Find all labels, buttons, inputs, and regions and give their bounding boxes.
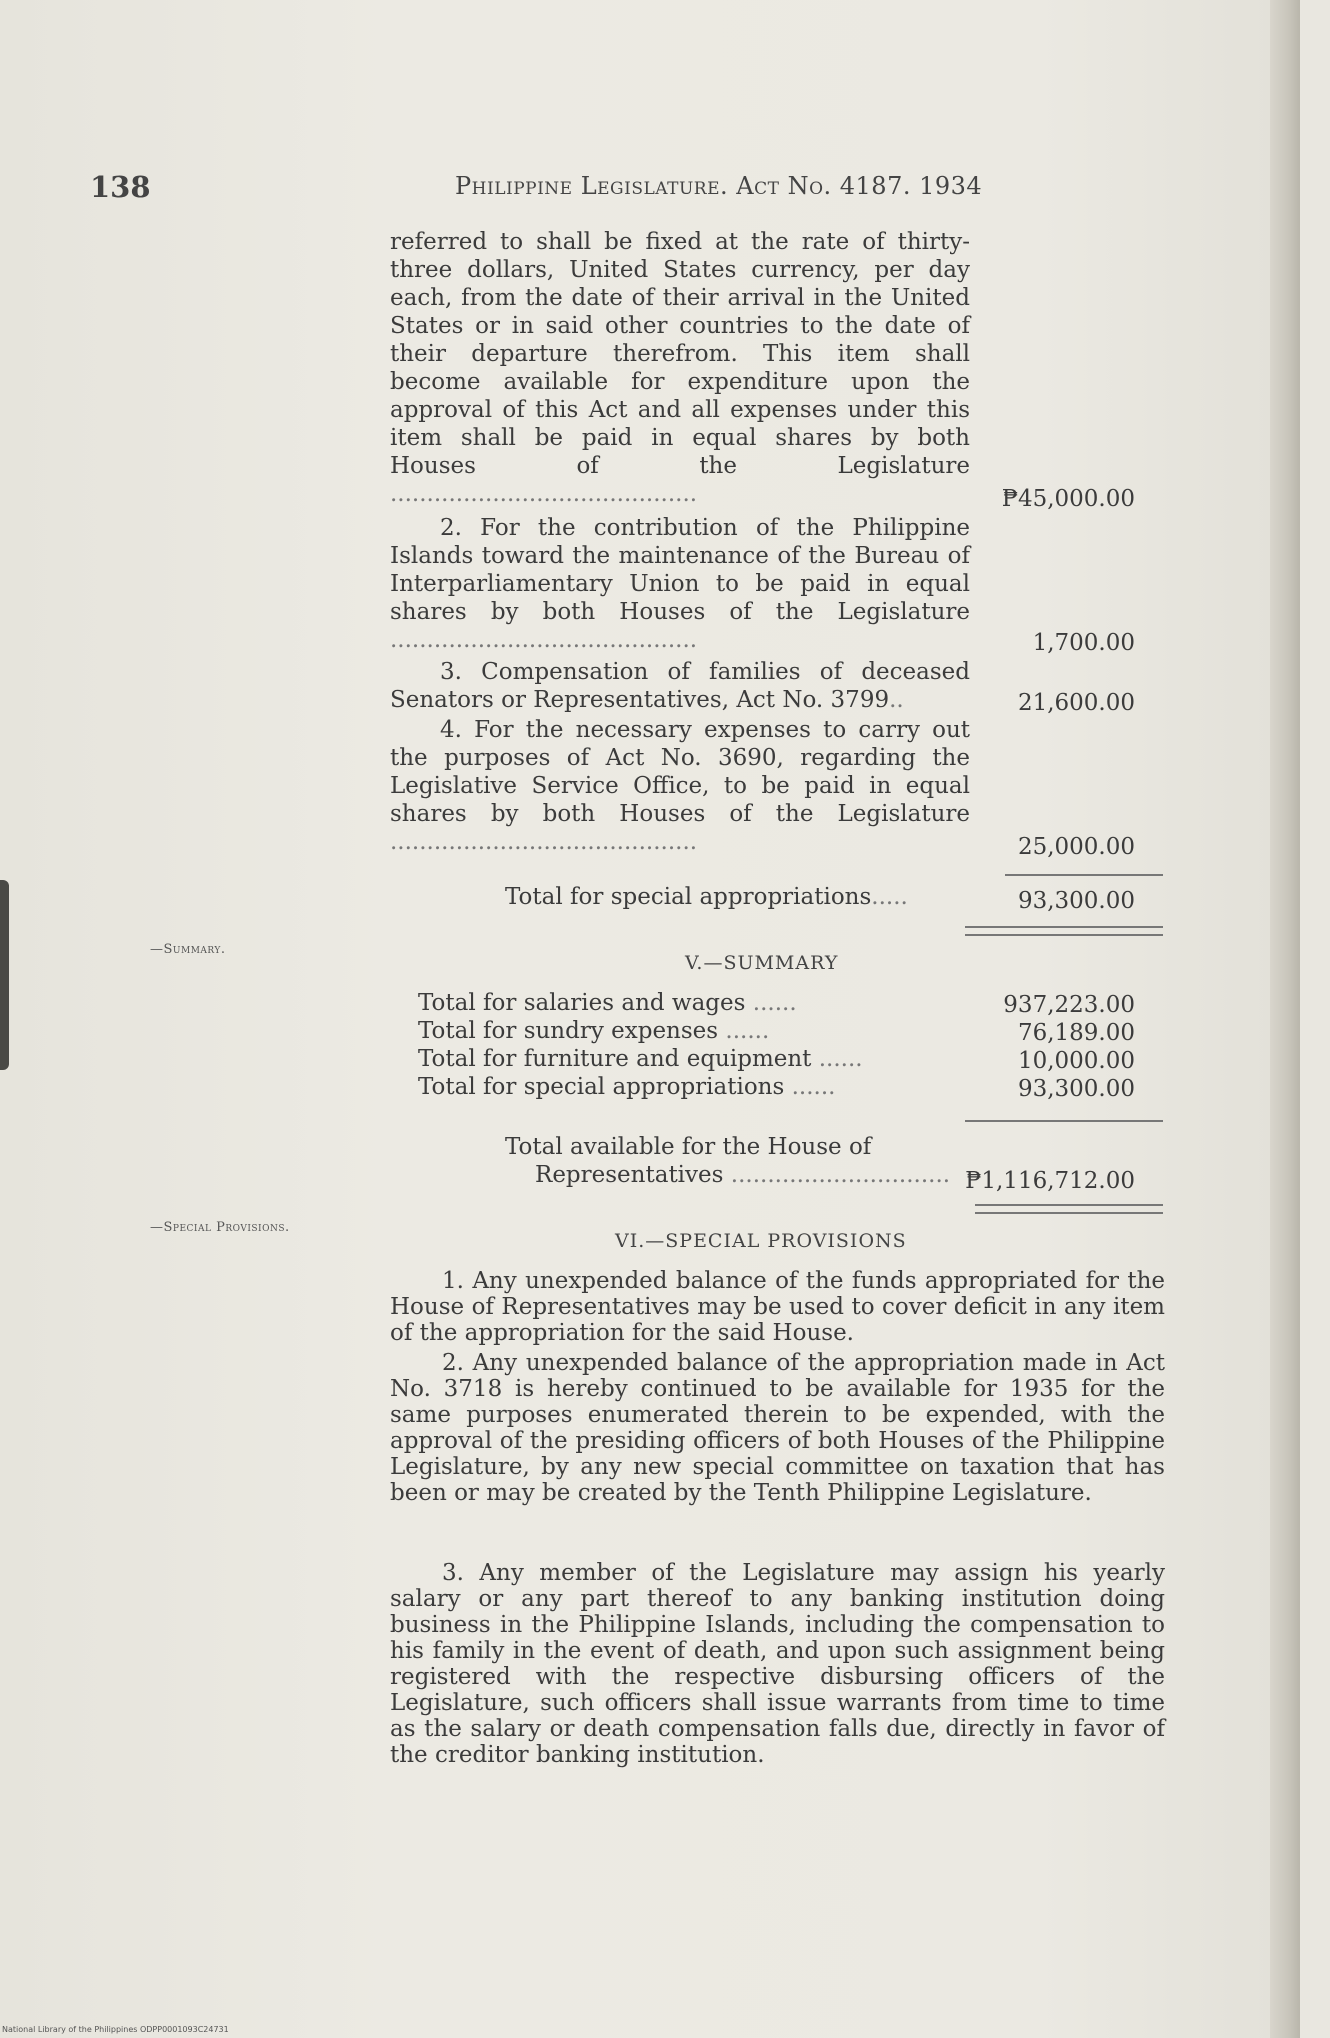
summary-margin-note: —Summary.: [150, 942, 226, 957]
total-double-rule: [965, 926, 1163, 936]
leader-dots: ..............................: [723, 1162, 951, 1188]
page-header: [90, 170, 1170, 210]
leader-dots: ......: [745, 990, 797, 1016]
item-3-amount: 21,600.00: [1017, 690, 1135, 716]
item-1-text: referred to shall be fixed at the rate of thirty-three dollars, United States currency, per day each, from the date of their arrival in the United States or in said other countries to the date of their departure therefrom. This item shall become available for expenditure upon the approval of this Act and all expenses under this item shall be paid in equal shares by both Houses of the Legislature: [390, 229, 970, 479]
item-2-text: 2. For the contribution of the Philippine Islands toward the maintenance of the Bureau of Interparliamentary Union to be paid in equal shares by both Houses of the Legislature: [390, 515, 970, 625]
special-total-amount: 93,300.00: [1017, 888, 1135, 914]
item-4-text: 4. For the necessary expenses to carry out the purposes of Act No. 3690, regarding the Legislative Service Office, to be paid in equal shares by both Houses of the Legislature: [390, 717, 970, 827]
special-provisions-margin-note: —Special Provisions.: [150, 1220, 290, 1235]
appropriation-item-3: [390, 658, 970, 714]
running-head: Philippine Legislature. Act No. 4187. 1934: [455, 172, 983, 200]
page-edge-shadow: [1270, 0, 1300, 2038]
provision-3: 3. Any member of the Legislature may assign his yearly salary or any part thereof to any banking institution doing business in the Philippine Islands, including the compensation to his family in the event of death, and upon such assignment being registered with the respective disbursing officers of the Legislature, such officers shall issue warrants from time to time as the salary or death compensation falls due, directly in favor of the creditor banking institution.: [390, 1560, 1165, 1768]
page-number: 138: [90, 170, 151, 204]
leader-dots: ......: [784, 1074, 836, 1100]
leader-dots: ..........................................: [390, 627, 698, 653]
summary-heading: V.—SUMMARY: [685, 952, 839, 974]
item-3-text: 3. Compensation of families of deceased Senators or Representatives, Act No. 3799: [390, 659, 970, 713]
summary-row-text: Total for sundry expenses: [418, 1018, 719, 1044]
item-2-amount: 1,700.00: [1032, 630, 1135, 656]
special-total-text: Total for special appropriations: [505, 884, 872, 910]
house-total-amount: ₱1,116,712.00: [965, 1168, 1135, 1194]
leader-dots: ......: [718, 1018, 770, 1044]
summary-row-label: [418, 1074, 835, 1100]
special-total-label: [505, 884, 908, 910]
item-1-amount: ₱45,000.00: [1001, 486, 1135, 512]
leader-dots: ..........................................: [390, 829, 698, 855]
house-total-line2-text: Representatives: [535, 1162, 724, 1188]
summary-row-label: [418, 1046, 863, 1072]
item-4-amount: 25,000.00: [1017, 834, 1135, 860]
house-total-line1: Total available for the House of: [505, 1134, 872, 1160]
binding-mark: [0, 880, 9, 1070]
leader-dots: .....: [871, 884, 908, 910]
leader-dots: ..........................................: [390, 481, 698, 507]
special-provisions-heading: VI.—SPECIAL PROVISIONS: [615, 1230, 907, 1252]
house-total-line2: [535, 1162, 950, 1188]
provision-1: 1. Any unexpended balance of the funds appropriated for the House of Representatives may be used to cover deficit in any item of the appropriation for the said House.: [390, 1268, 1165, 1346]
appropriation-item-1: [390, 228, 970, 508]
appropriation-item-2: [390, 514, 970, 654]
summary-row-label: [418, 990, 797, 1016]
summary-row-amount: 76,189.00: [1017, 1020, 1135, 1046]
scan-credit: National Library of the Philippines ODPP0001093C24731: [2, 2025, 229, 2034]
summary-row-amount: 937,223.00: [1003, 992, 1135, 1018]
summary-row-amount: 10,000.00: [1017, 1048, 1135, 1074]
summary-row-text: Total for salaries and wages: [418, 990, 746, 1016]
leader-dots: ..: [889, 687, 904, 713]
summary-row-text: Total for special appropriations: [418, 1074, 785, 1100]
provision-2: 2. Any unexpended balance of the appropriation made in Act No. 3718 is hereby continued to be available for 1935 for the same purposes enumerated therein to be expended, with the approval of the presiding officers of both Houses of the Philippine Legislature, by any new special committee on taxation that has been or may be created by the Tenth Philippine Legislature.: [390, 1350, 1165, 1506]
summary-row-text: Total for furniture and equipment: [418, 1046, 812, 1072]
summary-row-amount: 93,300.00: [1017, 1076, 1135, 1102]
appropriation-item-4: [390, 716, 970, 856]
house-total-double-rule: [975, 1204, 1163, 1214]
subtotal-rule: [1005, 874, 1163, 876]
summary-row-label: [418, 1018, 769, 1044]
leader-dots: ......: [811, 1046, 863, 1072]
summary-rule: [965, 1120, 1163, 1122]
